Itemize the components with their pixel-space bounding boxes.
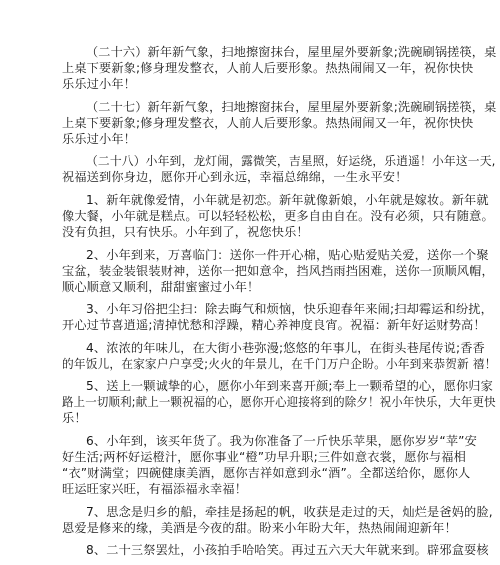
text-line: 路上一切顺利;献上一颗祝福的心，愿你开心迎接将到的除夕！祝小年快乐，大年更快 [62,395,496,409]
text-line: 2、小年到来，万喜临门：送你一件开心棉，贴心贴爱贴关爱，送你一个聚 [86,248,489,262]
text-line: （二十七）新年新气象，扫地擦窗抹台，屋里屋外要新象;洗碗刷锅搓筷，桌 [86,100,497,114]
text-line: 顺心顺意又顺利，甜甜蜜蜜过小年！ [62,280,260,294]
text-line: 上桌下要新象;修身理发整衣，人前人后要形象。热热闹闹又一年，祝你快快 [62,116,474,130]
text-line: 上桌下要新象;修身理发整衣，人前人后要形象。热热闹闹又一年，祝你快快 [62,61,474,75]
text-line: 像大餐，小年就是糕点。可以轻轻松松，更多自由自在。没有必须，只有随意。 [62,209,494,223]
text-line: 没有负担，只有快乐。小年到了，祝您快乐！ [62,225,309,239]
text-line: 恩爱是修来的缘，美酒是今夜的甜。盼来小年盼大年，热热闹闹迎新年！ [62,521,457,535]
text-line: 的年饭儿，在家家户户享受;火火的年景儿，在千门万户企盼。小年到来恭贺新 禧！ [62,357,497,371]
text-line: 祝福送到你身边，愿你开心到永远，幸福总绵绵，一生永平安！ [62,170,408,184]
text-line: 好生活;两杯好运橙汁，愿你事业“橙”功早升职;三件如意衣裳，愿你与福相 [62,450,466,464]
text-line: 乐乐过小年！ [62,132,137,146]
text-line: 旺运旺家兴旺，有福添福永幸福！ [62,482,248,496]
text-line: 开心过节喜逍遥;清掉忧愁和浮躁，精心养神度良宵。祝福：新年好运财势高！ [62,318,486,332]
text-line: 7、思念是归乡的船，牵挂是扬起的帆，收获是走过的天，灿烂是爸妈的脸, [86,505,493,519]
text-line: 6、小年到，该买年货了。我为你准备了一斤快乐苹果，愿你岁岁“苹”安 [86,434,477,448]
text-line: “衣”财满堂；四碗健康美酒，愿你吉祥如意到永“酒”。全都送给你，愿你人 [62,466,471,480]
text-line: 宝盆，装金装银装财神，送你一把如意伞，挡风挡雨挡困难，送你一顶顺风帽， [62,264,494,278]
text-line: 1、新年就像爱情，小年就是初恋。新年就像新娘，小年就是嫁妆。新年就 [86,193,489,207]
text-line: 8、二十三祭罢灶，小孩拍手哈哈笑。再过五六天大年就来到。辟邪盒耍核 [86,543,489,557]
text-line: （二十八）小年到，龙灯闹，露微笑，吉星照，好运绕，乐逍遥！小年这一天, [86,154,496,168]
text-line: 4、浓浓的年味儿，在大街小巷弥漫;悠悠的年事儿，在街头巷尾传说;香香 [86,341,485,355]
text-line: 乐乐过小年！ [62,77,137,91]
text-line: 5、送上一颗诚挚的心，愿你小年到来喜开颜;奉上一颗希望的心，愿你归家 [86,379,493,393]
text-line: 3、小年习俗把尘扫：除去晦气和烦恼，快乐迎春年来闹;扫却霉运和纷扰， [86,302,493,316]
text-line: 乐！ [62,411,87,425]
text-line: （二十六）新年新气象，扫地擦窗抹台，屋里屋外要新象;洗碗刷锅搓筷，桌 [86,45,497,59]
